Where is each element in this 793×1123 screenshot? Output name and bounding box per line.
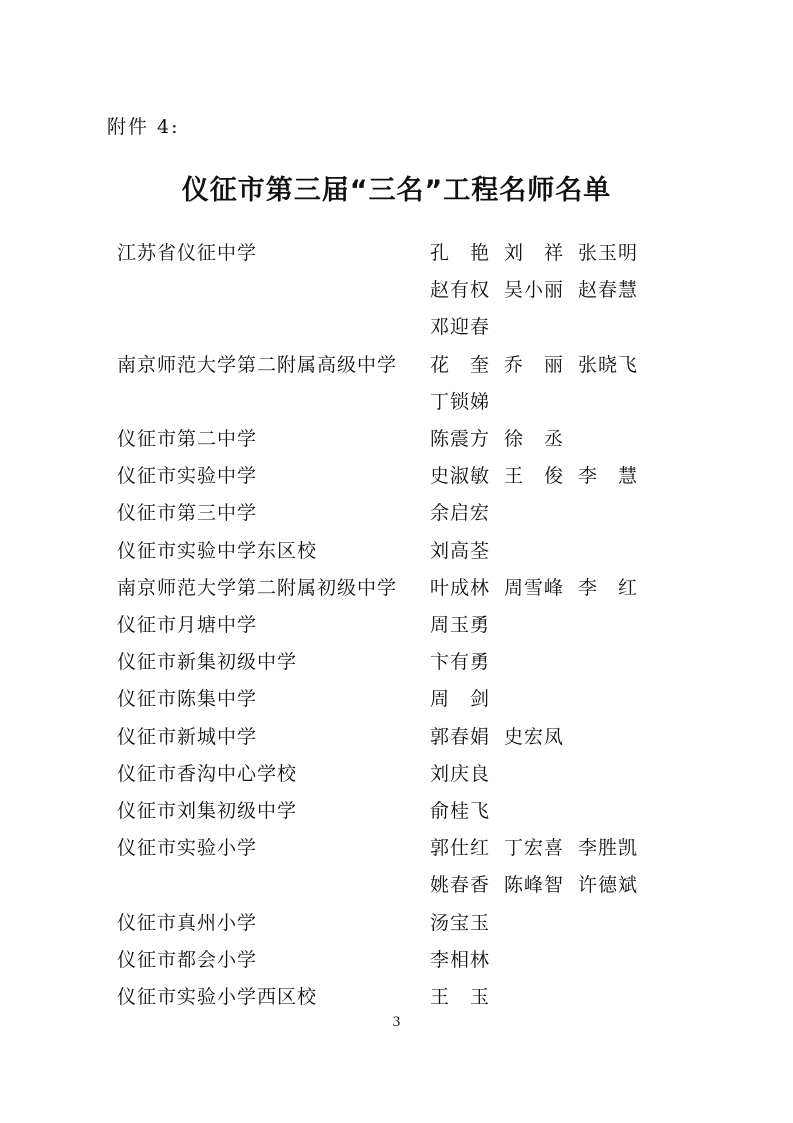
teacher-name: 郭春娟 xyxy=(430,725,491,748)
school-name: 南京师范大学第二附属高级中学 xyxy=(117,353,398,376)
school-name: 仪征市香沟中心学校 xyxy=(117,762,298,785)
teacher-name: 赵有权 xyxy=(430,279,491,302)
teacher-names xyxy=(430,830,652,904)
teacher-names xyxy=(430,756,652,793)
teacher-name: 王 俊 xyxy=(504,465,565,488)
teacher-name: 丁锁娣 xyxy=(430,390,491,413)
list-item xyxy=(117,533,657,570)
page-number: 3 xyxy=(392,1014,401,1030)
teacher-names xyxy=(430,681,652,718)
teacher-name: 刘 祥 xyxy=(504,242,565,264)
school-name: 仪征市第二中学 xyxy=(117,428,258,451)
teacher-names xyxy=(430,570,652,607)
teacher-name: 孔 艳 xyxy=(430,242,491,264)
teacher-names xyxy=(430,644,652,681)
teacher-name: 史宏凤 xyxy=(504,725,565,748)
school-name: 仪征市新城中学 xyxy=(117,725,258,748)
teacher-names xyxy=(430,533,652,570)
school-name: 南京师范大学第二附属初级中学 xyxy=(117,576,398,599)
school-name: 仪征市都会小学 xyxy=(117,948,258,971)
teacher-name: 丁宏喜 xyxy=(504,837,565,860)
teacher-name: 许德斌 xyxy=(578,874,639,897)
teacher-names xyxy=(430,421,652,458)
school-name: 仪征市月塘中学 xyxy=(117,614,258,637)
teacher-names xyxy=(430,458,652,495)
teacher-names xyxy=(430,942,652,979)
list-item xyxy=(117,644,657,681)
teacher-name: 叶成林 xyxy=(430,576,491,599)
teacher-name: 乔 丽 xyxy=(504,353,565,376)
teacher-name: 张玉明 xyxy=(578,242,639,264)
teacher-name: 王 玉 xyxy=(430,986,491,1009)
school-name: 仪征市实验中学 xyxy=(117,465,258,488)
school-name: 仪征市实验小学 xyxy=(117,837,258,860)
teacher-names xyxy=(430,793,652,830)
list-item xyxy=(117,793,657,830)
list-item xyxy=(117,942,657,979)
teacher-name: 李 红 xyxy=(578,576,639,599)
teacher-names xyxy=(430,905,652,942)
document-title: 仪征市第三届“三名”工程名师名单 xyxy=(181,175,612,206)
teacher-names xyxy=(430,347,652,421)
list-item xyxy=(117,830,657,904)
teacher-name: 花 奎 xyxy=(430,353,491,376)
teacher-name: 赵春慧 xyxy=(578,279,639,302)
list-item xyxy=(117,421,657,458)
list-item xyxy=(117,347,657,421)
teacher-name: 俞桂飞 xyxy=(430,800,491,823)
teacher-name: 李胜凯 xyxy=(578,837,639,860)
list-item xyxy=(117,719,657,756)
teacher-names xyxy=(430,719,652,756)
school-name: 江苏省仪征中学 xyxy=(117,242,258,264)
teacher-names xyxy=(430,979,652,1016)
teacher-names xyxy=(430,495,652,532)
teacher-name: 汤宝玉 xyxy=(430,911,491,934)
teacher-name: 李 慧 xyxy=(578,465,639,488)
list-item xyxy=(117,607,657,644)
teacher-name: 卞有勇 xyxy=(430,651,491,674)
teacher-list xyxy=(117,235,657,1016)
teacher-name: 刘高荃 xyxy=(430,539,491,562)
school-name: 仪征市陈集中学 xyxy=(117,688,258,711)
teacher-names xyxy=(430,235,652,347)
teacher-name: 邓迎春 xyxy=(430,316,491,339)
teacher-name: 周 剑 xyxy=(430,688,491,711)
teacher-name: 刘庆良 xyxy=(430,762,491,785)
list-item xyxy=(117,495,657,532)
school-name: 仪征市真州小学 xyxy=(117,911,258,934)
teacher-name: 陈震方 xyxy=(430,428,491,451)
teacher-name: 周雪峰 xyxy=(504,576,565,599)
teacher-name: 陈峰智 xyxy=(504,874,565,897)
teacher-name: 郭仕红 xyxy=(430,837,491,860)
teacher-name: 李相林 xyxy=(430,948,491,971)
teacher-name: 徐 丞 xyxy=(504,428,565,451)
list-item xyxy=(117,458,657,495)
list-item xyxy=(117,905,657,942)
school-name: 仪征市刘集初级中学 xyxy=(117,800,298,823)
school-name: 仪征市实验中学东区校 xyxy=(117,539,318,562)
attachment-label: 附件 4: xyxy=(107,116,180,138)
list-item xyxy=(117,570,657,607)
school-name: 仪征市第三中学 xyxy=(117,502,258,525)
teacher-name: 余启宏 xyxy=(430,502,491,525)
list-item xyxy=(117,979,657,1016)
teacher-name: 姚春香 xyxy=(430,874,491,897)
school-name: 仪征市新集初级中学 xyxy=(117,651,298,674)
teacher-name: 史淑敏 xyxy=(430,465,491,488)
teacher-name: 周玉勇 xyxy=(430,614,491,637)
teacher-name: 张晓飞 xyxy=(578,353,639,376)
teacher-names xyxy=(430,607,652,644)
list-item xyxy=(117,235,657,347)
list-item xyxy=(117,681,657,718)
teacher-name: 吴小丽 xyxy=(504,279,565,302)
list-item xyxy=(117,756,657,793)
school-name: 仪征市实验小学西区校 xyxy=(117,986,318,1009)
